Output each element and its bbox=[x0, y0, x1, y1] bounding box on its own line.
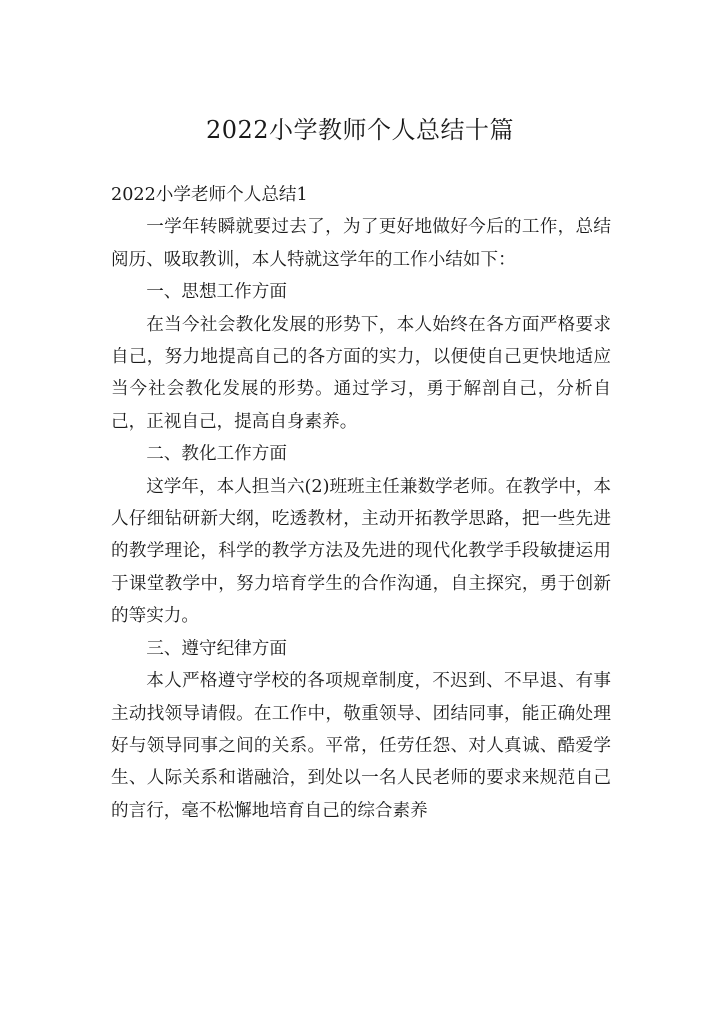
paragraph-ideology: 在当今社会教化发展的形势下，本人始终在各方面严格要求自己，努力地提高自己的各方面的实力，以便使自己更快地适应当今社会教化发展的形势。通过学习，勇于解剖自己，分析自己，正视自己，提高自身素养。 bbox=[111, 314, 611, 432]
paragraph-education: 这学年，本人担当六(2)班班主任兼数学老师。在教学中，本人仔细钻研新大纲，吃透教材，主动开拓教学思路，把一些先进的教学理论，科学的教学方法及先进的现代化教学手段敏捷运用于课堂教学中，努力培育学生的合作沟通，自主探究，勇于创新的等实力。 bbox=[111, 476, 611, 627]
document-body bbox=[111, 179, 611, 827]
heading-ideology: 一、思想工作方面 bbox=[146, 282, 287, 303]
heading-discipline: 三、遵守纪律方面 bbox=[146, 638, 287, 659]
paragraph-intro: 一学年转瞬就要过去了，为了更好地做好今后的工作，总结阅历、吸取教训，本人特就这学年的工作小结如下： bbox=[111, 217, 611, 270]
document-title: 2022小学教师个人总结十篇 bbox=[205, 116, 515, 144]
section-subtitle: 2022小学老师个人总结1 bbox=[111, 185, 308, 205]
heading-education: 二、教化工作方面 bbox=[146, 444, 287, 465]
paragraph-discipline: 本人严格遵守学校的各项规章制度，不迟到、不早退、有事主动找领导请假。在工作中，敬重领导、团结同事，能正确处理好与领导同事之间的关系。平常，任劳任怨、对人真诚、酷爱学生、人际关系和谐融洽，到处以一名人民老师的要求来规范自己的言行，毫不松懈地培育自己的综合素养 bbox=[111, 671, 611, 821]
